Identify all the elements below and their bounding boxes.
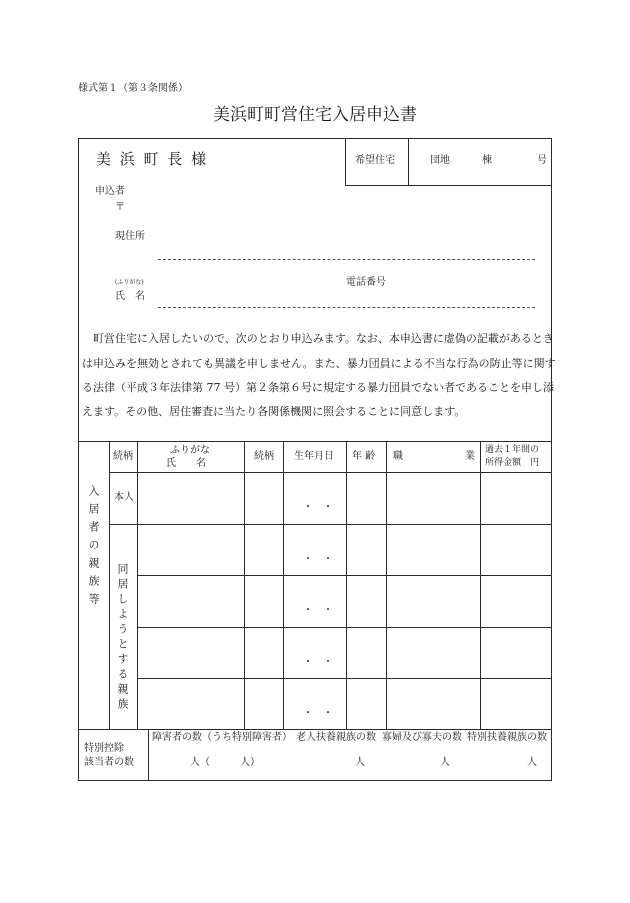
header-income-1: 過去１年間の (485, 445, 540, 455)
declaration-line-2: は申込みを無効とされても異議を申しません。また、暴力団員による不当な行為の防止等に関す (82, 357, 556, 370)
self-label: 本人 (114, 492, 134, 503)
applicant-label: 申込者 (95, 186, 125, 197)
cohabit-label: 同居しようとする親族 (116, 563, 129, 713)
page-title: 美浜町町営住宅入居申込書 (213, 105, 417, 125)
name-label: 氏 名 (115, 291, 145, 302)
widow-header: 寡婦及び寡夫の数 (382, 732, 462, 743)
deduction-label-2: 該当者の数 (84, 757, 134, 768)
elderly-unit: 人 (355, 757, 365, 768)
birth-date-dots: ・ ・ (303, 605, 333, 616)
header-occupation: 職 (393, 451, 403, 462)
disabled-value: 人（ 人） (190, 757, 260, 768)
phone-label: 電話番号 (346, 277, 386, 288)
header-relation: 続柄 (113, 451, 133, 462)
desired-housing-label: 希望住宅 (355, 155, 395, 166)
form-number: 様式第１（第３条関係） (78, 83, 188, 94)
header-occupation-end: 業 (465, 451, 475, 462)
furigana-label: (ふりがな) (115, 279, 144, 286)
danchi-label: 団地 (430, 155, 450, 166)
declaration-line-3: る法律（平成３年法律第 77 号）第２条第６号に規定する暴力団員でない者であることを申し添 (82, 381, 554, 394)
birth-date-dots: ・ ・ (303, 554, 333, 565)
address-label: 現住所 (115, 231, 145, 242)
disabled-header: 障害者の数（うち特別障害者） (152, 732, 292, 743)
birth-date-dots: ・ ・ (303, 708, 333, 719)
header-birth: 生年月日 (294, 451, 334, 462)
tou-label: 棟 (482, 155, 492, 166)
birth-date-dots: ・ ・ (303, 657, 333, 668)
header-furigana: ふりがな (170, 445, 210, 456)
declaration-line-1: 町営住宅に入居したいので、次のとおり申込みます。なお、本申込書に虚偽の記載があるとき (82, 332, 554, 345)
special-header: 特別扶養親族の数 (467, 732, 547, 743)
widow-unit: 人 (440, 757, 450, 768)
deduction-label-1: 特別控除 (84, 743, 124, 754)
postal-mark: 〒 (115, 202, 125, 213)
elderly-header: 老人扶養親族の数 (296, 732, 376, 743)
special-unit: 人 (527, 757, 537, 768)
header-income-2: 所得金額 円 (485, 458, 540, 468)
gou-label: 号 (537, 155, 547, 166)
birth-date-dots: ・ ・ (303, 502, 333, 513)
header-relation-2: 続柄 (254, 451, 274, 462)
header-name: 氏 名 (166, 458, 206, 469)
family-side-label: 入居者の親族等 (87, 485, 100, 611)
addressee-mayor: 美 浜 町 長 様 (96, 150, 209, 168)
header-age: 年 齢 (352, 451, 376, 462)
declaration-line-4: えます。その他、居住審査に当たり各関係機関に照会することに同意します。 (82, 405, 466, 418)
